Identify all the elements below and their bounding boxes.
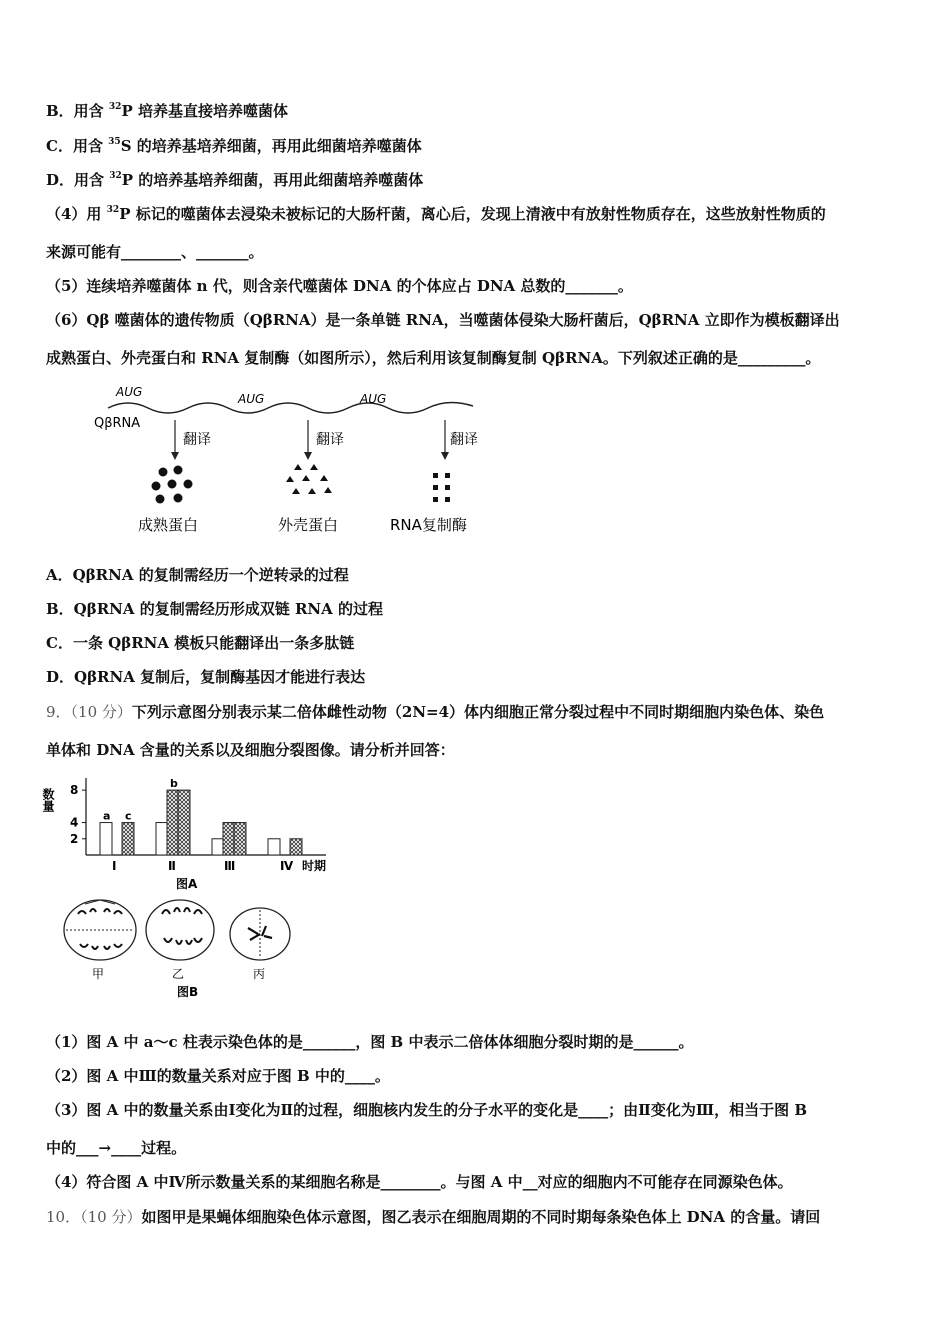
x-tick-label: Ⅰ [112,859,117,873]
bar-a [100,823,112,855]
bar-a [268,839,280,855]
x-axis-label: 时期 [302,859,327,873]
product-label: 成熟蛋白 [138,516,199,534]
arrow-label: 翻译 [450,432,478,448]
bar-b [167,790,179,855]
option-c: C．用含 $^{35}$S 的培养基培养细菌，再用此细菌培养噬菌体 [46,137,422,155]
bar-a [156,823,168,855]
bar-c [290,839,302,855]
cell-bing [230,908,290,960]
bar-c [234,823,246,855]
cell-label: 甲 [92,967,105,981]
question-9-line2: 单体和 DNA 含量的关系以及细胞分裂图像。请分析并回答： [46,741,455,759]
question-9-3-line2: 中的___→____过程。 [46,1139,187,1157]
question-9-1: （1）图 A 中 a～c 柱表示染色体的是_______，图 B 中表示二倍体体细胞分裂时期的是______。 [46,1033,694,1051]
arrow-label: 翻译 [316,432,344,448]
question-9-4: （4）符合图 A 中Ⅳ所示数量关系的某细胞名称是________。与图 A 中__对应的细胞内不可能存在同源染色体。 [46,1173,793,1191]
y-tick-label: 8 [70,783,79,798]
option-b: B．QβRNA 的复制需经历形成双链 RNA 的过程 [46,600,384,618]
question-9-line1: 9．（10 分）下列示意图分别表示某二倍体雌性动物（2N=4）体内细胞正常分裂过程中不同时期细胞内染色体、染色 [46,703,825,721]
coat-protein-triangles [286,464,332,494]
rna-label: QβRNA [94,416,141,431]
y-tick-label: 4 [70,815,79,830]
codon-label: AUG [238,392,265,406]
x-tick-label: Ⅲ [224,859,236,873]
option-d: D．QβRNA 复制后，复制酶基因才能进行表达 [46,668,366,686]
question-9-3-line1: （3）图 A 中的数量关系由Ⅰ变化为Ⅱ的过程，细胞核内发生的分子水平的变化是____；由Ⅱ变化为Ⅲ，相当于图 B [46,1101,807,1119]
qbeta-rna-figure [88,380,528,545]
y-tick-label: 2 [70,831,79,846]
arrow-label: 翻译 [183,432,211,448]
question-8-4-line1: （4）用 $^{32}$P 标记的噬菌体去浸染未被标记的大肠杆菌，离心后，发现上清液中有放射性物质存在，这些放射性物质的 [46,205,826,223]
series-label: a [103,809,111,823]
question-8-5: （5）连续培养噬菌体 n 代，则含亲代噬菌体 DNA 的个体应占 DNA 总数的_______。 [46,277,633,295]
codon-label: AUG [116,385,143,399]
question-10: 10．（10 分）如图甲是果蝇体细胞染色体示意图，图乙表示在细胞周期的不同时期每条染色体上 DNA 的含量。请回 [46,1208,821,1226]
rna-strand [108,402,473,413]
product-label: 外壳蛋白 [278,516,339,534]
chart-title: 图A [176,877,198,891]
option-d: D．用含 $^{32}$P 的培养基培养细菌，再用此细菌培养噬菌体 [46,171,424,189]
cell-label: 丙 [253,967,266,981]
bar-c [178,790,190,855]
arrow-icon [441,452,449,460]
bar-c [122,823,134,855]
question-9-2: （2）图 A 中Ⅲ的数量关系对应于图 B 中的____。 [46,1067,390,1085]
x-tick-label: Ⅳ [280,859,294,873]
figure-b-caption: 图B [177,985,199,999]
arrow-icon [304,452,312,460]
mature-protein-dots [152,466,193,504]
bar-a [212,839,224,855]
question-8-6-line2: 成熟蛋白、外壳蛋白和 RNA 复制酶（如图所示），然后利用该复制酶复制 QβRNA。下列叙述正确的是_________。 [46,349,821,367]
cell-yi [146,900,214,960]
replicase-squares [433,473,450,502]
series-label: b [170,777,178,791]
option-b: B．用含 $^{32}$P 培养基直接培养噬菌体 [46,102,288,120]
cell-label: 乙 [172,967,185,981]
question-8-6-line1: （6）Qβ 噬菌体的遗传物质（QβRNA）是一条单链 RNA，当噬菌体侵染大肠杆菌后，QβRNA 立即作为模板翻译出 [46,311,840,329]
figure-a-chart [41,770,356,895]
codon-label: AUG [360,392,387,406]
x-tick-label: Ⅱ [168,859,176,873]
arrow-icon [171,452,179,460]
bar-b [223,823,235,855]
y-axis-label: 数量 [41,788,55,812]
option-a: A．QβRNA 的复制需经历一个逆转录的过程 [46,566,349,584]
cell-jia [64,900,136,960]
series-label: c [125,809,132,823]
question-8-4-line2: 来源可能有________、_______。 [46,243,264,261]
product-label: RNA复制酶 [390,516,467,534]
figure-b [60,892,310,1004]
option-c: C．一条 QβRNA 模板只能翻译出一条多肽链 [46,634,355,652]
